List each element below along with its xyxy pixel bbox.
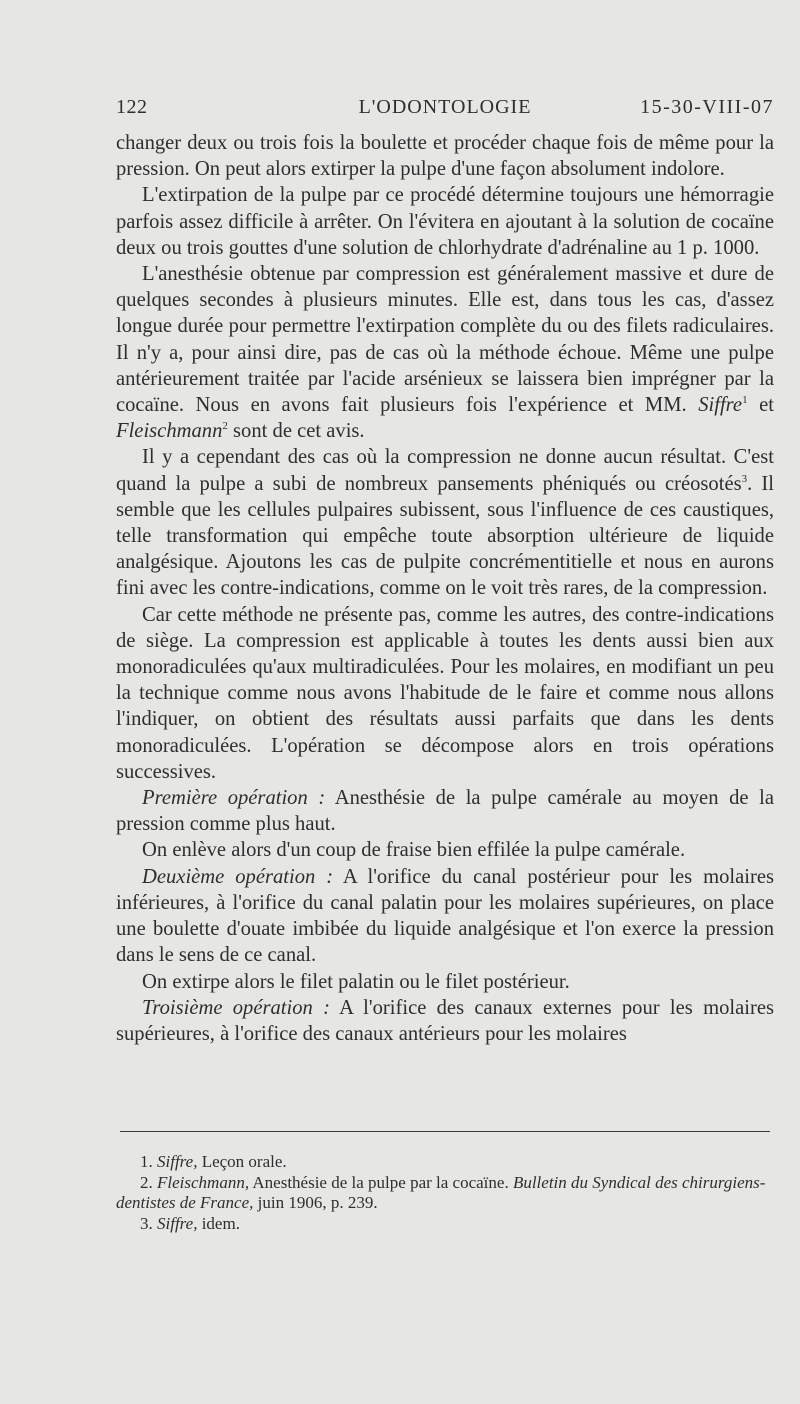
- second-operation-label: Deuxième opération :: [142, 865, 334, 888]
- footnote-1-author: Siffre,: [157, 1152, 198, 1171]
- first-operation-label: Première opération :: [142, 787, 326, 810]
- footnote-ref-2: 2: [222, 420, 228, 433]
- conjunction-et: et: [759, 394, 774, 417]
- second-operation-text: A l'orifice du canal postérieur pour les molaires inférieures, à l'orifice du canal palatin pour les molaires supérieures, on place une boulette d'ouate imbibée du liquide analgésique et l'on exerce la pression dans le sens de ce canal.: [116, 865, 775, 967]
- paragraph-5: Car cette méthode ne présente pas, comme les autres, des contre-indications de siège. La compression est applicable à toutes les dents aussi bien aux monoradiculées qu'aux multiradiculées. Pour les molaires, en modifiant un peu la technique comme nous avons l'habitude de le faire et comme nous allons l'indiquer, on obtient des résultats aussi parfaits que dans les dents monoradiculées. L'opération se décompose alors en trois opérations successives.: [116, 603, 774, 783]
- footnote-1-text: Leçon orale.: [201, 1152, 287, 1171]
- footnote-3-text: idem.: [201, 1213, 240, 1233]
- footnote-2: [116, 1173, 782, 1214]
- main-text: [116, 130, 774, 1047]
- first-operation-text: Anesthésie de la pulpe camérale au moyen de la pression comme plus haut.: [116, 787, 774, 836]
- page-number: 122: [116, 96, 148, 118]
- footnote-ref-3: 3: [741, 472, 748, 485]
- footnote-1: [116, 1152, 782, 1173]
- footnote-3-author: Siffre,: [157, 1213, 198, 1233]
- paragraph-6: [116, 785, 774, 837]
- footnote-2-author: Fleischmann,: [157, 1172, 250, 1192]
- footnote-2-text: Anesthésie de la pulpe par la cocaïne.: [252, 1172, 509, 1192]
- paragraph-1: changer deux ou trois fois la boulette et procéder chaque fois de même pour la pression. On peut alors extirper la pulpe d'une façon absolument indolore.: [116, 132, 774, 181]
- footnote-divider: [120, 1131, 770, 1132]
- paragraph-3-text-b: sont de cet avis.: [233, 420, 365, 443]
- paragraph-2: L'extirpation de la pulpe par ce procédé détermine toujours une hémorragie parfois assez difficile à arrêter. On l'évitera en ajoutant à la solution de cocaïne deux ou trois gouttes d'une solution de chlorhydrate d'adrénaline au 1 p. 1000.: [116, 184, 774, 259]
- third-operation-label: Troisième opération :: [142, 996, 330, 1019]
- footnote-3-number: 3.: [140, 1213, 153, 1233]
- paragraph-10: [116, 995, 774, 1047]
- footnote-1-number: 1.: [140, 1152, 153, 1171]
- running-title: L'ODONTOLOGIE: [358, 96, 532, 118]
- footnote-2-number: 2.: [140, 1172, 153, 1192]
- paragraph-4: [116, 444, 774, 601]
- author-fleischmann: Fleischmann: [116, 420, 223, 443]
- footnote-ref-1: 1: [742, 394, 748, 407]
- paragraph-3-text-a: L'anesthésie obtenue par compression est généralement massive et dure de quelques secondes à plusieurs minutes. Elle est, dans tous les cas, d'assez longue durée pour permettre l'extirpation complète du ou des filets radiculaires. Il n'y a, pour ainsi dire, pas de cas où la méthode échoue. Même une pulpe antérieurement traitée par l'acide arsénieux se laissera bien imprégner par la cocaïne. Nous en avons fait plusieurs fois l'expérience et MM.: [116, 263, 774, 417]
- footnotes: [116, 1152, 782, 1234]
- paragraph-9: On extirpe alors le filet palatin ou le filet postérieur.: [142, 970, 570, 993]
- paragraph-7: On enlève alors d'un coup de fraise bien effilée la pulpe camérale.: [142, 839, 686, 862]
- third-operation-text: A l'orifice des canaux externes pour les molaires supérieures, à l'orifice des canaux antérieurs pour les molaires: [116, 996, 774, 1045]
- paragraph-8: [116, 864, 774, 969]
- paragraph-4-text-b: . Il semble que les cellules pulpaires subissent, sous l'influence de ces caustiques, telle transformation qui empêche toute absorption ultérieure de liquide analgésique. Ajoutons les cas de pulpite concrémentitielle et nous en aurons fini avec les contre-indications, comme on le voit très rares, de la compression.: [116, 472, 774, 600]
- issue-date: 15-30-VIII-07: [640, 96, 774, 118]
- footnote-3: [116, 1214, 782, 1235]
- footnote-2-journal: Bulletin du Syndical des chirurgiens-dentistes de France,: [116, 1172, 766, 1212]
- footnote-2-date: juin 1906, p. 239.: [257, 1193, 378, 1212]
- author-siffre: Siffre: [698, 394, 743, 417]
- paragraph-4-text-a: Il y a cependant des cas où la compression ne donne aucun résultat. C'est quand la pulpe a subi de nombreux pansements phéniqués ou créosotés: [116, 446, 774, 495]
- paragraph-3: [116, 261, 774, 444]
